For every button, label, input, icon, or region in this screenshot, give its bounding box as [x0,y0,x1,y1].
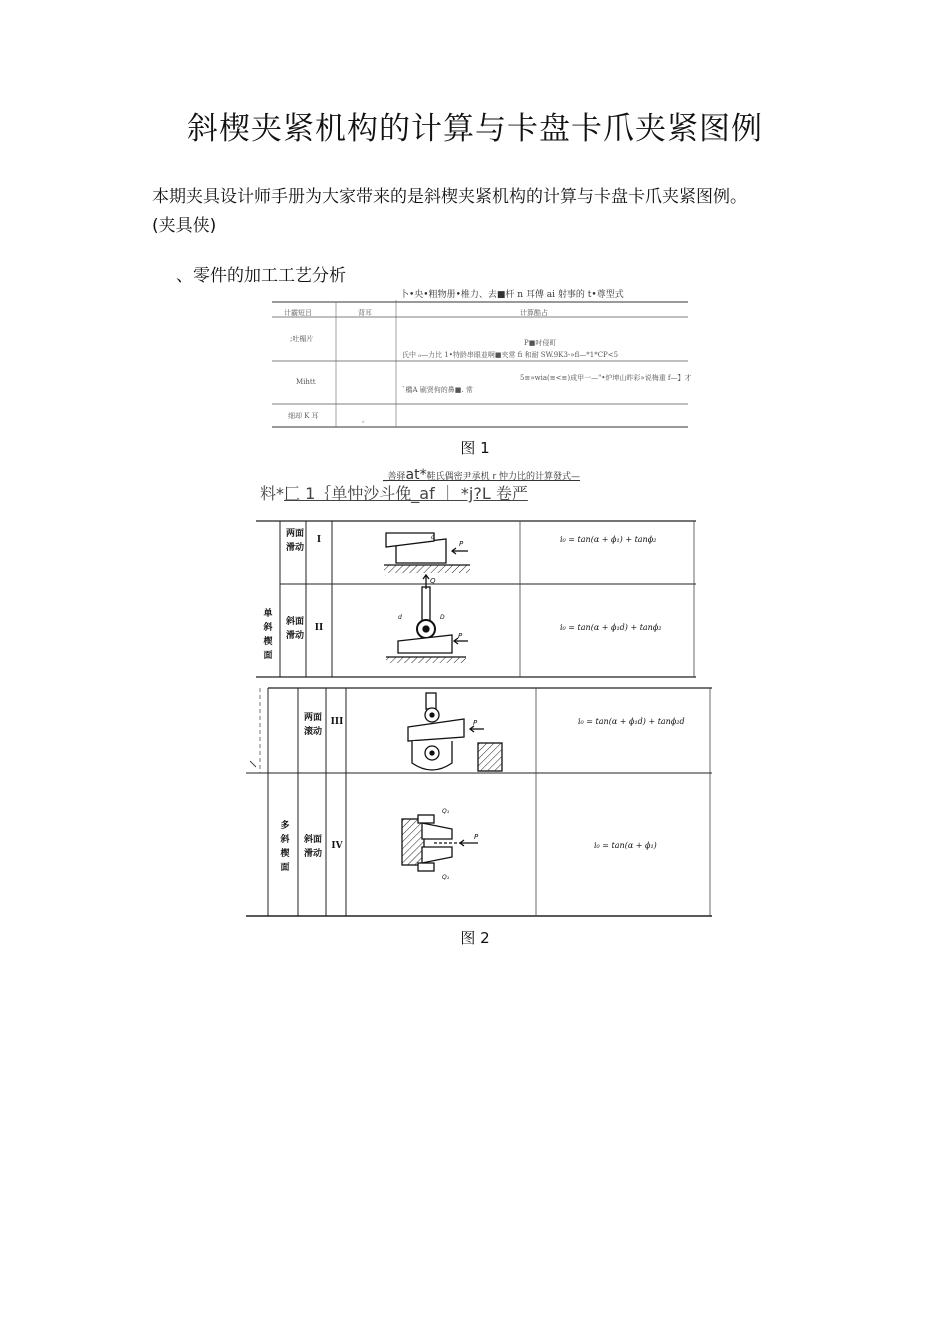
fig1-header-col1: 计霸短吕 [284,309,312,317]
section-heading: 、零件的加工工艺分析 [176,266,346,286]
svg-text:d: d [398,614,402,621]
figure2-subtitle-ul: 匚 1｛单忡沙斗俛_af ｜ *j?L 卷严 [284,484,528,503]
diagram-1 [384,533,470,573]
diagram-4 [402,808,479,881]
fig1-row2-col3-line2: `橢A 刷贤佝的鼻■. 常 [402,386,473,394]
svg-text:P: P [473,719,478,727]
fig1-row3-col2: 。 [362,416,369,424]
page-title: 斜楔夹紧机构的计算与卡盘卡爪夹紧图例 [187,111,763,147]
svg-text:α: α [431,534,435,541]
fig1-row2-col1: Mihtt [296,378,316,386]
figure2-title-pre: _善驿 [383,472,406,482]
row3-num: III [330,717,344,727]
figure1-title: 卜•央•粗物册•椎力、去■杆 n 耳傅 ai 射事的 t•尊型式 [400,290,624,300]
svg-text:Q₁: Q₁ [442,808,450,815]
diagram-2 [386,575,468,663]
row3-formula: i₀ = tan(α + ϕ₁d) + tanϕ₂d [578,717,685,726]
fig1-row1-col3-line2: 氏中 ₀—力比 1•特龄串眼並啊■夹常 fi 和耐 SW.9K3-»fl—*1*CP<5 [402,351,619,359]
svg-text:P: P [474,833,479,841]
figure1-table [272,300,692,428]
fig1-row1-col3-line1: P■吋侵町 [524,339,557,347]
figure2-table [246,517,714,919]
svg-text:P: P [458,632,463,640]
row2-num: II [314,623,324,633]
fig1-row1-col1: ;吐楣片 [290,335,314,343]
figure2-caption: 图 2 [460,929,490,947]
intro-paragraph [152,183,832,241]
row1-formula: i₀ = tan(α + ϕ₁) + tanϕ₂ [560,535,657,544]
row2-formula: i₀ = tan(α + ϕ₁d) + tanϕ₂ [560,623,662,632]
intro-line-1: 本期夹具设计师手册为大家带来的是斜楔夹紧机构的计算与卡盘卡爪夹紧图例。 [152,187,747,207]
row2-type: 斜面 滑动 [285,617,304,641]
figure2-title-post: 鞋氏偶密尹承机 r 忡力比的计算發式— [426,472,581,482]
row3-type: 两面 滚动 [303,713,322,737]
group-label-single: 单 斜 楔 面 [263,609,273,661]
intro-line-2: (夹具侠) [152,216,217,236]
row4-num: IV [331,841,343,851]
fig1-header-col2: 背耳 [358,309,372,317]
diagram-3 [408,693,502,771]
svg-text:Q₁: Q₁ [442,874,450,881]
row4-type: 斜面 滑动 [303,835,322,859]
figure2-title-big: at* [405,467,427,483]
figure2-subtitle-pre: 料* [260,484,285,503]
svg-text:Q: Q [430,577,436,585]
fig1-header-col3: 计算酷占 [520,309,548,317]
row1-type: 两面 滑动 [285,529,304,553]
svg-text:D: D [440,614,445,621]
figure2-subtitle [260,481,528,504]
figure1-table-lines [272,300,688,428]
row4-formula: i₀ = tan(α + ϕ₁) [594,841,657,850]
row1-num: I [316,535,322,545]
figure1-caption: 图 1 [460,439,490,457]
svg-text:P: P [459,540,464,548]
fig1-row2-col3-line1: 5≡»wia(≡<≡)成甲一—"•炉坤山昨彩»说梅重 f—】才 [520,374,692,382]
group-label-multi: 多 斜 楔 面 [280,821,290,873]
fig1-row3-col1: 细却 K 耳 [288,412,319,420]
